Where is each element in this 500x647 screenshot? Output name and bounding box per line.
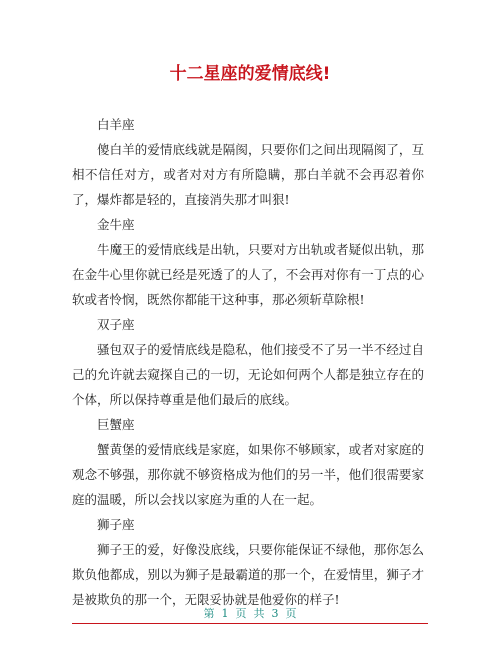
document-title: 十二星座的爱情底线! bbox=[169, 64, 331, 84]
footer-rule bbox=[72, 623, 428, 624]
section-paragraph: 牛魔王的爱情底线是出轨，只要对方出轨或者疑似出轨，那在金牛心里你就已经是死透了的人了，不会再对你有一丁点的心软或者怜悯，既然你都能干这种事，那必须斩草除根! bbox=[72, 242, 424, 307]
section-taurus bbox=[72, 212, 424, 312]
section-paragraph: 狮子王的爱，好像没底线，只要你能保证不绿他，那你怎么欺负他都成，别以为狮子是最霸道的那一个，在爱情里，狮子才是被欺负的那一个，无限妥协就是他爱你的样子! bbox=[72, 542, 424, 607]
section-heading: 巨蟹座 bbox=[97, 417, 135, 432]
section-heading: 金牛座 bbox=[97, 217, 135, 232]
section-paragraph: 蟹黄堡的爱情底线是家庭，如果你不够顾家，或者对家庭的观念不够强，那你就不够资格成为他们的另一半，他们很需要家庭的温暖，所以会找以家庭为重的人在一起。 bbox=[72, 442, 424, 507]
section-gemini bbox=[72, 312, 424, 412]
section-aries bbox=[72, 112, 424, 212]
page-number-footer: 第 1 页 共 3 页 bbox=[203, 607, 297, 620]
section-heading: 狮子座 bbox=[97, 517, 135, 532]
section-heading: 白羊座 bbox=[97, 117, 135, 132]
section-leo bbox=[72, 512, 424, 612]
section-paragraph: 傻白羊的爱情底线就是隔阂，只要你们之间出现隔阂了，互相不信任对方，或者对对方有所隐瞒，那白羊就不会再忍着你了，爆炸都是轻的，直接消失那才叫狠! bbox=[72, 142, 424, 207]
section-cancer bbox=[72, 412, 424, 512]
section-paragraph: 骚包双子的爱情底线是隐私，他们接受不了另一半不经过自己的允许就去窥探自己的一切，无论如何两个人都是独立存在的个体，所以保持尊重是他们最后的底线。 bbox=[72, 342, 424, 407]
section-heading: 双子座 bbox=[97, 317, 135, 332]
document-body bbox=[72, 112, 424, 612]
